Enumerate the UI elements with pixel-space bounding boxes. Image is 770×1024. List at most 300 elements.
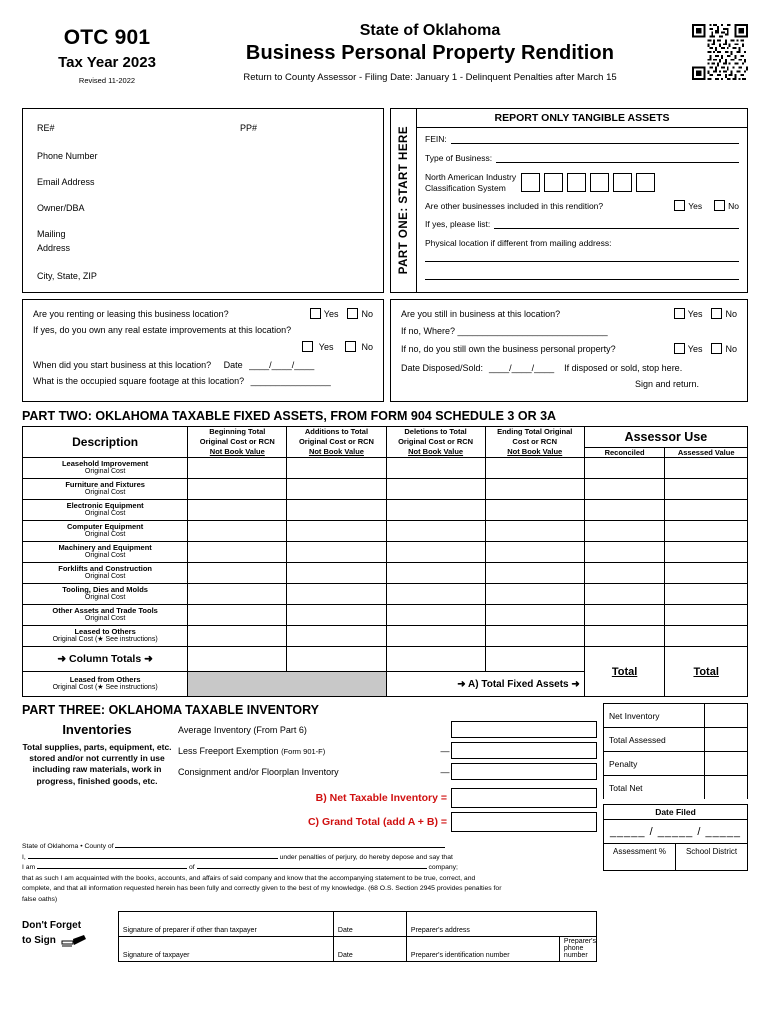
table-row <box>23 605 748 626</box>
row-0-reconciled[interactable] <box>584 458 665 479</box>
row-6-label: Tooling, Dies and Molds <box>62 584 148 594</box>
start-date-question: When did you start business at this location? <box>33 360 212 370</box>
mailing-label-line2: Address <box>37 243 71 253</box>
row-7-sub: Original Cost <box>84 615 126 623</box>
part-one-tab-label: PART ONE: START HERE <box>397 126 410 275</box>
row-5-label: Forklifts and Construction <box>58 563 152 573</box>
part-one-box <box>390 108 748 293</box>
row-2-deletions[interactable] <box>386 500 485 521</box>
row-2-reconciled[interactable] <box>584 500 665 521</box>
affidavit-block <box>22 842 597 905</box>
total-net-value[interactable] <box>704 776 747 799</box>
preparer-id-field[interactable]: Preparer's identification number <box>407 937 560 961</box>
col-additions-line2: Original Cost or RCN <box>298 437 374 447</box>
row-4-assessed[interactable] <box>665 542 748 563</box>
still-own-property-row <box>401 343 737 354</box>
grand-total-label: C) Grand Total (add A + B) = <box>307 816 447 828</box>
row-6-assessed[interactable] <box>665 584 748 605</box>
still-business-yes-checkbox[interactable] <box>674 308 685 319</box>
consignment-row <box>178 763 597 780</box>
totals-beginning[interactable] <box>188 647 287 672</box>
other-businesses-no-label: No <box>728 200 739 211</box>
freeport-exemption-op: — <box>440 745 450 756</box>
row-1-ending[interactable] <box>485 479 584 500</box>
own-improvements-answer-row <box>33 341 373 352</box>
renting-no-label: No <box>361 308 373 319</box>
part-three-left <box>22 703 597 962</box>
own-improvements-question: If yes, do you own any real estate improvements at this location? <box>33 325 292 335</box>
row-machinery-equipment-label <box>23 542 188 563</box>
preparer-address-field[interactable]: Preparer's address <box>410 927 470 935</box>
row-2-beginning[interactable] <box>188 500 287 521</box>
row-leased-to-others-label <box>23 626 188 647</box>
report-only-tangible-heading: REPORT ONLY TANGIBLE ASSETS <box>417 109 747 128</box>
freeport-exemption-input[interactable] <box>451 742 597 759</box>
arrow-right-icon-left: ➜ <box>57 653 67 665</box>
renting-yes-checkbox[interactable] <box>310 308 321 319</box>
affidavit-company-label: company; <box>428 864 458 872</box>
net-inventory-row <box>603 703 748 727</box>
affidavit-line-1 <box>22 842 597 853</box>
row-7-label: Other Assets and Trade Tools <box>52 605 158 615</box>
row-2-additions[interactable] <box>287 500 386 521</box>
affidavit-line-2 <box>22 853 597 864</box>
totals-ending[interactable] <box>485 647 584 672</box>
affidavit-iam-label: I am <box>22 864 36 872</box>
row-furniture-fixtures-label <box>23 479 188 500</box>
still-own-property-yes-label: Yes <box>687 343 703 354</box>
col-deletions-line1: Deletions to Total <box>404 427 467 437</box>
freeport-exemption-row <box>178 742 597 759</box>
total-net-row <box>603 775 748 799</box>
average-inventory-row <box>178 721 597 738</box>
header-left <box>22 22 192 85</box>
row-3-assessed[interactable] <box>665 521 748 542</box>
start-date-input[interactable]: ____/____/____ <box>249 360 315 370</box>
naics-digit-4[interactable] <box>590 173 609 192</box>
preparer-date-field[interactable]: Date <box>334 912 407 936</box>
city-state-zip-label: City, State, ZIP <box>37 271 97 281</box>
inventories-text: Total supplies, parts, equipment, etc. stored and/or not currently in use including raw materials, work in progress, finished goods, etc. <box>22 741 172 786</box>
net-inventory-label: Net Inventory <box>609 710 660 721</box>
net-taxable-inventory-row <box>178 788 597 808</box>
assessment-district-row <box>604 843 747 870</box>
row-1-additions[interactable] <box>287 479 386 500</box>
physical-location-input-2[interactable] <box>425 270 739 280</box>
col-beginning-header <box>188 427 287 458</box>
totals-deletions[interactable] <box>386 647 485 672</box>
table-row <box>23 626 748 647</box>
type-of-business-row <box>425 153 739 163</box>
total-assessed-value[interactable] <box>704 728 747 751</box>
penalty-value[interactable] <box>704 752 747 775</box>
other-businesses-yes-checkbox[interactable] <box>674 200 685 211</box>
row-1-reconciled[interactable] <box>584 479 665 500</box>
col-additions-line3: Not Book Value <box>308 446 364 456</box>
net-inventory-value[interactable] <box>704 704 747 727</box>
row-5-ending[interactable] <box>485 563 584 584</box>
row-5-assessed[interactable] <box>665 563 748 584</box>
freeport-exemption-text: Less Freeport Exemption <box>178 745 279 756</box>
part-three-section <box>22 703 748 962</box>
email-address-label: Email Address <box>37 177 95 187</box>
leased-from-others-sub: Original Cost (★ See instructions) <box>52 684 158 692</box>
qr-code-icon <box>692 24 748 80</box>
type-of-business-input[interactable] <box>496 153 739 163</box>
col-additions-header <box>287 427 386 458</box>
table-header-row <box>23 427 748 448</box>
square-footage-input[interactable]: ________________ <box>250 376 331 386</box>
col-ending-header <box>485 427 584 458</box>
date-filed-box <box>603 804 748 871</box>
physical-location-label: Physical location if different from mailing address: <box>425 238 612 249</box>
row-0-beginning[interactable] <box>188 458 287 479</box>
row-0-ending[interactable] <box>485 458 584 479</box>
arrow-right-icon-b: ➜ <box>571 678 580 690</box>
still-business-question: Are you still in business at this location? <box>401 308 561 319</box>
affidavit-penalty-text: under penalties of perjury, do hereby depose and say that <box>279 853 453 861</box>
column-totals-row <box>23 647 748 672</box>
row-6-beginning[interactable] <box>188 584 287 605</box>
affidavit-line-4: that as such I am acquainted with the books, accounts, and affairs of said company and know that the accompanying statement to be true, correct, and <box>22 874 476 882</box>
row-electronic-equipment-label <box>23 500 188 521</box>
row-4-beginning[interactable] <box>188 542 287 563</box>
affidavit-line-5: complete, and that all information requested herein has been fully and correctly given to the best of my knowledge. (68 O.S. Section 2945 provides penalties for <box>22 885 502 893</box>
row-0-assessed[interactable] <box>665 458 748 479</box>
re-number-label: RE# <box>37 123 55 133</box>
sign-and-return-note: Sign and return. <box>634 379 699 389</box>
row-7-beginning[interactable] <box>188 605 287 626</box>
still-business-yes-label: Yes <box>687 308 703 319</box>
affidavit-county-input[interactable] <box>115 847 445 848</box>
renting-no-checkbox[interactable] <box>347 308 358 319</box>
own-improvements-no-label: No <box>361 342 373 352</box>
row-8-additions[interactable] <box>287 626 386 647</box>
row-1-sub: Original Cost <box>84 489 126 497</box>
assessor-total-assessed: Total <box>665 647 748 697</box>
assessor-total-reconciled: Total <box>584 647 665 697</box>
row-1-assessed[interactable] <box>665 479 748 500</box>
row-7-reconciled[interactable] <box>584 605 665 626</box>
taxpayer-signature-field[interactable]: Signature of taxpayer <box>119 937 334 961</box>
row-3-sub: Original Cost <box>84 531 126 539</box>
row-5-reconciled[interactable] <box>584 563 665 584</box>
still-own-property-no-checkbox[interactable] <box>711 343 722 354</box>
dont-forget-line2: to Sign <box>22 934 56 946</box>
row-4-additions[interactable] <box>287 542 386 563</box>
consignment-op: — <box>440 766 450 777</box>
taxpayer-date-field[interactable]: Date <box>334 937 407 961</box>
school-district-field[interactable]: School District <box>675 844 747 870</box>
row-5-additions[interactable] <box>287 563 386 584</box>
col-ending-line1: Ending Total Original <box>497 427 573 437</box>
col-beginning-line3: Not Book Value <box>209 446 265 456</box>
row-0-label: Leasehold Improvement <box>61 458 149 468</box>
row-leasehold-improvement-label <box>23 458 188 479</box>
row-8-sub: Original Cost (★ See instructions) <box>52 636 158 644</box>
part-one-tab <box>391 109 417 292</box>
inventories-description <box>22 721 172 836</box>
taxpayer-info-box <box>22 108 384 293</box>
naics-digit-5[interactable] <box>613 173 632 192</box>
assessor-use-header: Assessor Use <box>584 427 747 448</box>
state-name: State of Oklahoma <box>359 22 501 39</box>
row-leased-from-others-label <box>23 672 188 697</box>
row-4-label: Machinery and Equipment <box>58 542 152 552</box>
other-businesses-yes-label: Yes <box>688 200 703 211</box>
table-row <box>23 542 748 563</box>
row-2-ending[interactable] <box>485 500 584 521</box>
row-forklifts-construction-label <box>23 563 188 584</box>
row-6-sub: Original Cost <box>84 594 126 602</box>
row-3-reconciled[interactable] <box>584 521 665 542</box>
part-three-title: PART THREE: OKLAHOMA TAXABLE INVENTORY <box>22 703 319 717</box>
affidavit-name-input[interactable] <box>28 858 278 859</box>
row-1-deletions[interactable] <box>386 479 485 500</box>
physical-location-input-1[interactable] <box>425 252 739 262</box>
date-disposed-row <box>401 363 737 373</box>
affidavit-i-label: I, <box>22 853 28 861</box>
tax-year: Tax Year 2023 <box>58 54 156 71</box>
freeport-exemption-label <box>178 746 439 756</box>
totals-additions[interactable] <box>287 647 386 672</box>
naics-boxes <box>521 173 655 192</box>
date-disposed-input[interactable]: ____/____/____ <box>489 363 555 373</box>
col-beginning-line1: Beginning Total <box>209 427 266 437</box>
naics-digit-3[interactable] <box>567 173 586 192</box>
inventory-block <box>22 721 597 836</box>
row-5-deletions[interactable] <box>386 563 485 584</box>
revision-date: Revised 11-2022 <box>78 76 136 85</box>
own-improvements-no-checkbox[interactable] <box>345 341 356 352</box>
row-7-deletions[interactable] <box>386 605 485 626</box>
square-footage-row <box>33 376 373 386</box>
col-ending-line3: Not Book Value <box>507 446 563 456</box>
affidavit-of-label: of <box>189 864 195 872</box>
average-inventory-label: Average Inventory (From Part 6) <box>178 724 307 735</box>
dont-forget-to-sign <box>22 911 118 948</box>
signature-table <box>118 911 597 962</box>
header-center <box>192 22 668 83</box>
row-2-label: Electronic Equipment <box>66 500 144 510</box>
other-businesses-question: Are other businesses included in this rendition? <box>425 200 604 211</box>
total-fixed-assets-text: A) Total Fixed Assets <box>468 678 569 690</box>
fixed-assets-table <box>22 426 748 697</box>
naics-digit-2[interactable] <box>544 173 563 192</box>
row-8-ending[interactable] <box>485 626 584 647</box>
row-8-reconciled[interactable] <box>584 626 665 647</box>
filing-instructions: Return to County Assessor - Filing Date: January 1 - Delinquent Penalties after March 15 <box>243 72 617 83</box>
square-footage-question: What is the occupied square footage at this location? <box>33 376 245 386</box>
row-3-additions[interactable] <box>287 521 386 542</box>
pen-icon <box>61 932 87 948</box>
row-6-reconciled[interactable] <box>584 584 665 605</box>
preparer-phone-field[interactable]: Preparer's phone number <box>563 938 596 960</box>
row-tooling-dies-molds-label <box>23 584 188 605</box>
table-row <box>23 458 748 479</box>
inventory-lines <box>172 721 597 836</box>
naics-digit-6[interactable] <box>636 173 655 192</box>
arrow-right-icon-a: ➜ <box>457 678 466 690</box>
if-yes-list-input[interactable] <box>494 219 739 229</box>
row-1-label: Furniture and Fixtures <box>65 479 145 489</box>
table-row <box>23 521 748 542</box>
still-business-row <box>401 308 737 319</box>
affidavit-county-label: County of <box>84 843 114 850</box>
row-4-ending[interactable] <box>485 542 584 563</box>
row-0-additions[interactable] <box>287 458 386 479</box>
start-date-label: Date <box>223 360 243 370</box>
total-net-label: Total Net <box>609 782 643 793</box>
freeport-exemption-note: (Form 901-F) <box>281 746 326 756</box>
col-description-header: Description <box>23 427 188 458</box>
penalty-label: Penalty <box>609 758 638 769</box>
col-additions-line1: Additions to Total <box>304 427 369 437</box>
affidavit-title-input[interactable] <box>37 868 187 869</box>
date-disposed-note: If disposed or sold, stop here. <box>564 363 683 373</box>
row-6-additions[interactable] <box>287 584 386 605</box>
row-2-assessed[interactable] <box>665 500 748 521</box>
part-one-fields <box>417 128 747 292</box>
row-6-deletions[interactable] <box>386 584 485 605</box>
row-0-sub: Original Cost <box>84 468 126 476</box>
still-business-no-checkbox[interactable] <box>711 308 722 319</box>
status-questions-row <box>22 299 748 402</box>
still-in-business-box <box>390 299 748 402</box>
row-computer-equipment-label <box>23 521 188 542</box>
row-4-reconciled[interactable] <box>584 542 665 563</box>
net-taxable-inventory-label: B) Net Taxable Inventory = <box>315 792 447 804</box>
row-3-ending[interactable] <box>485 521 584 542</box>
column-totals-text: Column Totals <box>69 653 142 665</box>
preparer-signature-field[interactable]: Signature of preparer if other than taxpayer <box>119 912 334 936</box>
average-inventory-input[interactable] <box>451 721 597 738</box>
renting-question: Are you renting or leasing this business location? <box>33 308 229 319</box>
row-7-ending[interactable] <box>485 605 584 626</box>
assessment-percent-field[interactable]: Assessment % <box>613 847 666 856</box>
table-row <box>23 563 748 584</box>
still-own-property-no-label: No <box>725 343 737 354</box>
affidavit-line-6: false oaths) <box>22 895 58 903</box>
dont-forget-line1: Don't Forget <box>22 920 82 932</box>
fein-row <box>425 134 739 144</box>
other-businesses-no-checkbox[interactable] <box>714 200 725 211</box>
net-taxable-inventory-input[interactable] <box>451 788 597 808</box>
still-business-no-label: No <box>725 308 737 319</box>
row-8-beginning[interactable] <box>188 626 287 647</box>
signature-section <box>22 911 597 962</box>
assessor-reconciled-header: Reconciled <box>584 448 665 458</box>
start-date-row <box>33 360 373 370</box>
fein-input[interactable] <box>451 134 739 144</box>
row-1-beginning[interactable] <box>188 479 287 500</box>
arrow-right-icon-right: ➜ <box>144 653 153 665</box>
row-5-beginning[interactable] <box>188 563 287 584</box>
date-filed-input[interactable]: _____ / _____ / _____ <box>609 826 742 838</box>
penalty-row <box>603 751 748 775</box>
if-yes-list-label: If yes, please list: <box>425 219 491 230</box>
grand-total-input[interactable] <box>451 812 597 832</box>
affidavit-state: State of Oklahoma <box>22 843 79 850</box>
naics-label <box>425 172 521 193</box>
mailing-label-line1: Mailing <box>37 229 66 239</box>
col-deletions-line3: Not Book Value <box>408 446 464 456</box>
row-2-sub: Original Cost <box>84 510 126 518</box>
naics-label-line2: Classification System <box>425 182 506 193</box>
phone-number-label: Phone Number <box>37 151 98 161</box>
row-7-additions[interactable] <box>287 605 386 626</box>
consignment-input[interactable] <box>451 763 597 780</box>
signature-row-taxpayer <box>118 936 597 962</box>
row-4-deletions[interactable] <box>386 542 485 563</box>
leased-from-others-shaded <box>188 672 386 697</box>
form-header <box>22 0 748 100</box>
assessor-assessed-value-header: Assessed Value <box>665 448 748 458</box>
other-businesses-row <box>425 200 739 211</box>
page-title: Business Personal Property Rendition <box>245 42 615 64</box>
signature-row-preparer <box>118 911 597 936</box>
header-right <box>668 22 748 80</box>
owner-dba-label: Owner/DBA <box>37 203 85 213</box>
col-beginning-line2: Original Cost or RCN <box>199 437 275 447</box>
col-deletions-line2: Original Cost or RCN <box>398 437 474 447</box>
row-other-assets-trade-tools-label <box>23 605 188 626</box>
renting-question-row <box>33 308 373 319</box>
taxpayer-fields <box>35 119 371 282</box>
if-yes-list-row <box>425 219 739 229</box>
naics-digit-1[interactable] <box>521 173 540 192</box>
row-3-deletions[interactable] <box>386 521 485 542</box>
total-assessed-row <box>603 727 748 751</box>
row-3-beginning[interactable] <box>188 521 287 542</box>
col-ending-line2: Cost or RCN <box>512 437 558 447</box>
own-improvements-yes-label: Yes <box>318 342 334 352</box>
col-deletions-header <box>386 427 485 458</box>
pp-number-label: PP# <box>240 123 258 133</box>
total-fixed-assets-label <box>386 672 584 697</box>
part-two-title: PART TWO: OKLAHOMA TAXABLE FIXED ASSETS, FROM FORM 904 SCHEDULE 3 OR 3A <box>22 409 557 423</box>
naics-label-line1: North American Industry <box>425 172 517 182</box>
row-8-label: Leased to Others <box>74 626 136 636</box>
identification-row <box>22 108 748 293</box>
own-improvements-yes-checkbox[interactable] <box>302 341 313 352</box>
table-row <box>23 584 748 605</box>
still-own-property-question: If no, do you still own the business personal property? <box>401 343 616 354</box>
row-0-deletions[interactable] <box>386 458 485 479</box>
consignment-label: Consignment and/or Floorplan Inventory <box>178 766 339 777</box>
type-of-business-label: Type of Business: <box>425 153 493 163</box>
row-7-assessed[interactable] <box>665 605 748 626</box>
row-8-deletions[interactable] <box>386 626 485 647</box>
row-8-assessed[interactable] <box>665 626 748 647</box>
column-totals-label <box>23 647 188 672</box>
if-no-where-row[interactable]: If no, Where? ______________________________ <box>401 326 608 336</box>
row-3-label: Computer Equipment <box>66 521 144 531</box>
still-own-property-yes-checkbox[interactable] <box>674 343 685 354</box>
form-number: OTC 901 <box>63 26 151 49</box>
date-filed-label: Date Filed <box>604 805 747 820</box>
total-assessed-label: Total Assessed <box>609 734 666 745</box>
inventories-heading: Inventories <box>62 722 132 737</box>
fein-label: FEIN: <box>425 134 447 144</box>
renting-leasing-box <box>22 299 384 402</box>
affidavit-company-input[interactable] <box>197 868 427 869</box>
table-row <box>23 479 748 500</box>
assessor-summary-column <box>603 703 748 962</box>
naics-row <box>425 172 739 193</box>
leased-from-others-title: Leased from Others <box>69 674 141 684</box>
row-6-ending[interactable] <box>485 584 584 605</box>
